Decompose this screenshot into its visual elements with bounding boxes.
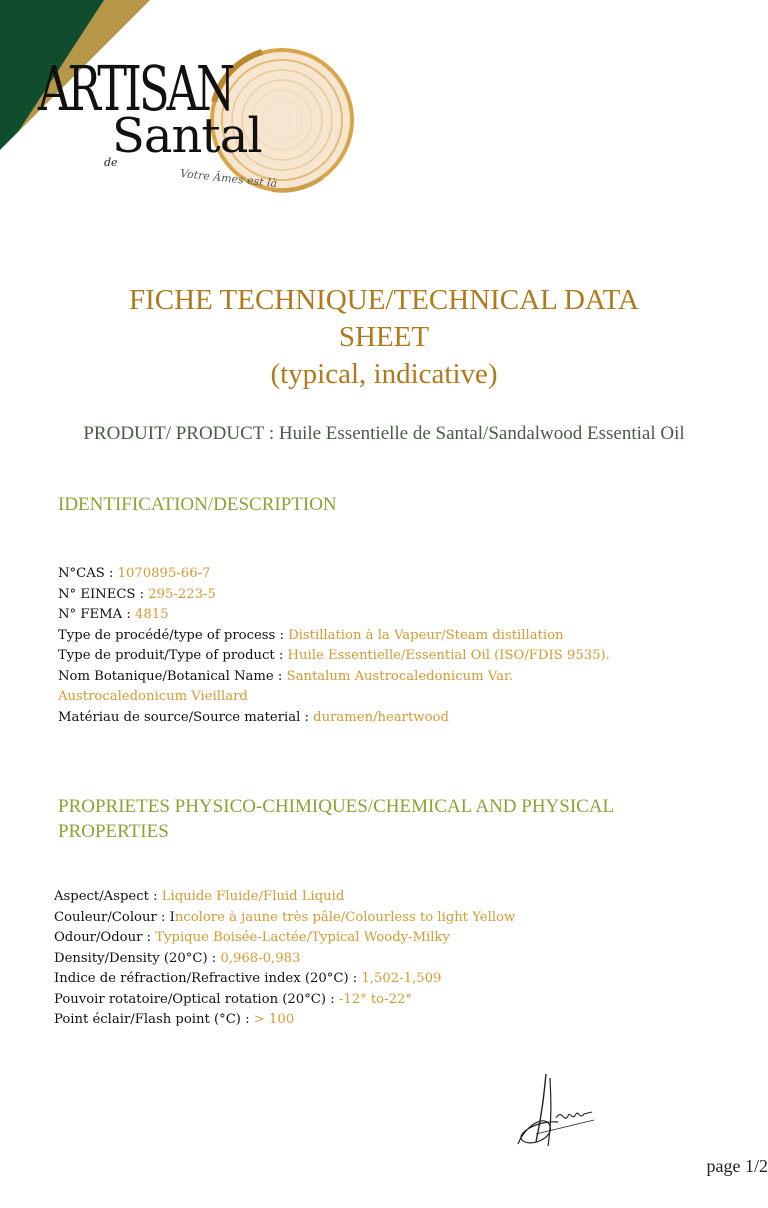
list-item: Type de produit/Type of product : Huile Essentielle/Essential Oil (ISO/FDIS 9535). bbox=[58, 648, 610, 663]
document-title bbox=[60, 282, 708, 393]
product-label: PRODUIT/ PRODUCT : bbox=[83, 423, 279, 444]
list-item: N°CAS : 1070895-66-7 bbox=[58, 566, 211, 581]
title-line-3: (typical, indicative) bbox=[270, 358, 498, 390]
list-item: Nom Botanique/Botanical Name : Santalum Austrocaledonicum Var. Austrocaledonicum Vieillard bbox=[58, 668, 514, 704]
list-item: N° FEMA : 4815 bbox=[58, 607, 169, 622]
properties-list bbox=[54, 887, 714, 1031]
list-item: Matériau de source/Source material : duramen/heartwood bbox=[58, 709, 449, 725]
section-title-properties: PROPRIETES PHYSICO-CHIMIQUES/CHEMICAL AND PHYSICAL PROPERTIES bbox=[58, 796, 614, 842]
list-item: Pouvoir rotatoire/Optical rotation (20°C) : -12° to-22° bbox=[54, 991, 412, 1007]
signature-icon bbox=[506, 1064, 598, 1156]
identification-list bbox=[58, 564, 718, 728]
logo-wordmark-artisan: ARTISAN bbox=[38, 52, 233, 125]
list-item: Indice de réfraction/Refractive index (20°C) : 1,502-1,509 bbox=[54, 971, 442, 986]
logo-wordmark-santal: Santal bbox=[112, 108, 262, 164]
list-item: Point éclair/Flash point (°C) : > 100 bbox=[54, 1012, 295, 1027]
list-item: N° EINECS : 295-223-5 bbox=[58, 586, 216, 602]
page-number: page 1/2 bbox=[706, 1156, 768, 1176]
product-value: Huile Essentielle de Santal/Sandalwood Essential Oil bbox=[278, 423, 685, 444]
list-item: Odour/Odour : Typique Boisée-Lactée/Typical Woody-Milky bbox=[54, 930, 450, 945]
product-line bbox=[56, 422, 712, 446]
logo-tagline: Votre Âmes est là bbox=[179, 166, 278, 191]
list-item: Aspect/Aspect : Liquide Fluide/Fluid Liquid bbox=[54, 889, 345, 904]
logo-wordmark-de: de bbox=[104, 156, 118, 169]
list-item: Type de procédé/type of process : Distillation à la Vapeur/Steam distillation bbox=[58, 627, 564, 643]
list-item: Density/Density (20°C) : 0,968-0,983 bbox=[54, 950, 301, 966]
title-line-2: SHEET bbox=[338, 321, 430, 353]
list-item: Couleur/Colour : Incolore à jaune très pâle/Colourless to light Yellow bbox=[54, 909, 516, 925]
section-title-identification: IDENTIFICATION/DESCRIPTION bbox=[58, 494, 337, 515]
title-line-1: FICHE TECHNIQUE/TECHNICAL DATA bbox=[129, 284, 639, 316]
